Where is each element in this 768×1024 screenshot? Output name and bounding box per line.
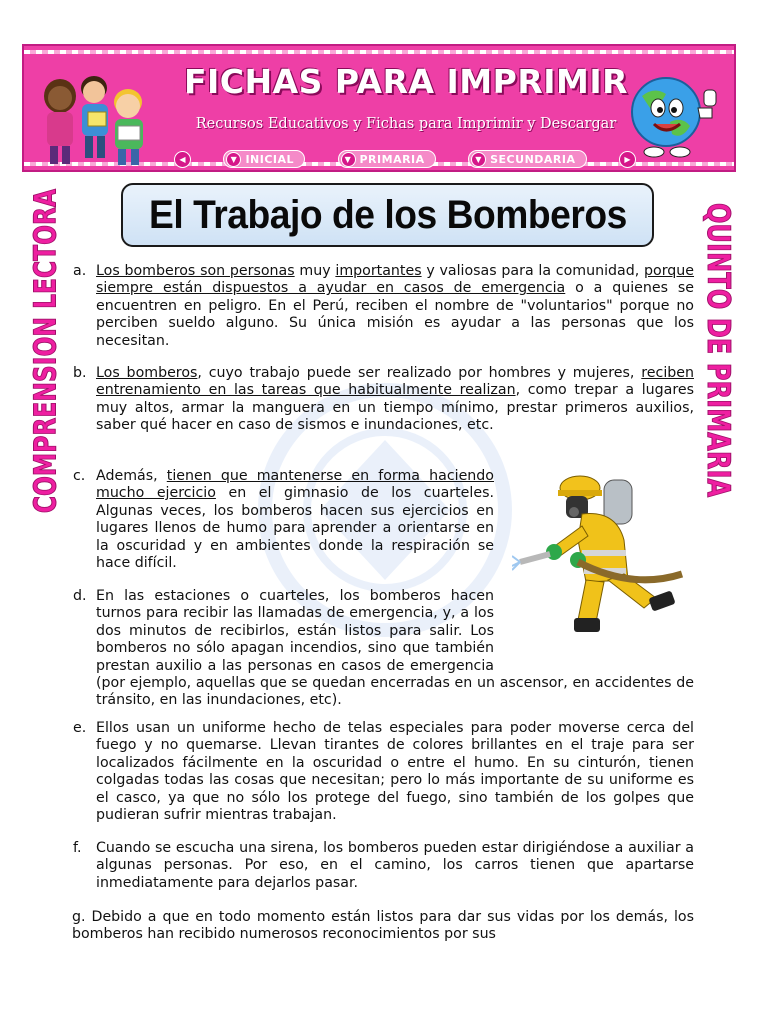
paragraph-d-label: d. xyxy=(73,588,87,604)
level-nav xyxy=(174,150,636,168)
children-reading-illustration xyxy=(30,66,158,170)
underlined-phrase: Los bomberos xyxy=(96,365,198,381)
text-run: Además, xyxy=(96,468,167,484)
paragraph-e-text: Ellos usan un uniforme hecho de telas especiales para poder moverse cerca del fuego y no quemarse. Llevan tirantes de colores brillantes en el traje para ser localizados fácilmente en la oscuridad o entre el humo. En su cinturón, tienen colgadas todas las cosas que necesitan; pero lo más importante de su uniforme es el casco, ya que no sólo los protege del fuego, sino también de los golpes que pudieran sufrir mientras trabajan. xyxy=(96,720,694,824)
nav-secundaria-label: SECUNDARIA xyxy=(490,152,576,166)
text-run: y valiosas para la comunidad, xyxy=(421,263,645,279)
chevron-down-icon: ▼ xyxy=(226,152,241,167)
text-run: o a quienes se encuentren en peligro. En el Perú, reciben el nombre de "voluntarios" porque no perciben sueldo alguno. Su única misión es ayudar a las personas que los necesitan. xyxy=(96,280,694,349)
paragraph-e xyxy=(73,720,694,824)
paragraph-f-label: f. xyxy=(73,840,82,856)
paragraph-c-label: c. xyxy=(73,468,86,484)
paragraph-f xyxy=(73,840,694,892)
paragraph-a-label: a. xyxy=(73,263,87,279)
nav-inicial-button[interactable] xyxy=(223,150,305,168)
banner-stripe-top xyxy=(24,50,734,54)
underlined-phrase: tienen que mantenerse en forma haciendo mucho ejercicio xyxy=(96,468,494,502)
nav-inicial-label: INICIAL xyxy=(245,152,295,166)
paragraph-e-label: e. xyxy=(73,720,87,736)
firefighter-illustration xyxy=(512,470,698,642)
nav-primaria-button[interactable] xyxy=(338,150,436,168)
paragraph-g-label: g. xyxy=(72,909,86,925)
underlined-phrase: porque siempre están dispuestos a ayudar en casos de emergencia xyxy=(96,263,695,297)
paragraph-b-label: b. xyxy=(73,365,87,381)
worksheet-title: El Trabajo de los Bomberos xyxy=(148,192,627,237)
paragraph-g-text: Debido a que en todo momento están listos para dar sus vidas por los demás, los bomberos han recibido numerosos reconocimientos por sus xyxy=(72,909,694,943)
chevron-down-icon: ▼ xyxy=(341,152,356,167)
nav-right-arrow-icon[interactable]: ▶ xyxy=(619,151,636,168)
nav-left-arrow-icon[interactable]: ◀ xyxy=(174,151,191,168)
paragraph-c xyxy=(73,468,494,572)
paragraph-d-text: En las estaciones o cuarteles, los bomberos hacen turnos para recibir las llamadas de emergencia, y, a los dos minutos de recibirlos, están listos para salir. Los bomberos no sólo apagan incendios, sino que también prestan auxilio a las personas en casos de emergencia (por ejemplo, aquellas que se quedan encerradas en un ascensor, en accidentes de tránsito, en las inundaciones, etc). xyxy=(96,588,694,709)
side-label-left xyxy=(20,190,72,512)
text-run: , como trepar a lugares muy altos, armar la manguera en un tiempo mínimo, prestar primeros auxilios, saber qué hacer en caso de sismos e inundaciones, etc. xyxy=(96,382,695,434)
text-run: en el gimnasio de los cuarteles. Algunas veces, los bomberos hacen sus ejercicios en lugares llenos de humo para aprender a orientarse en la oscuridad y en ambientes donde la respiración se hace difícil. xyxy=(96,485,494,572)
underlined-phrase: Los bomberos son personas xyxy=(96,263,295,279)
paragraph-g xyxy=(72,909,694,944)
grade-label: QUINTO DE PRIMARIA xyxy=(700,202,736,498)
site-title: FICHAS PARA IMPRIMIR xyxy=(183,62,629,101)
text-run: , cuyo trabajo puede ser realizado por hombres y mujeres, xyxy=(197,365,642,381)
globe-mascot-illustration xyxy=(620,68,728,164)
nav-secundaria-button[interactable] xyxy=(468,150,586,168)
underlined-phrase: importantes xyxy=(335,263,422,279)
worksheet-title-box xyxy=(121,183,654,247)
comprension-lectora-label: COMPRENSION LECTORA xyxy=(28,188,64,514)
chevron-down-icon: ▼ xyxy=(471,152,486,167)
site-subtitle: Recursos Educativos y Fichas para Imprimir y Descargar xyxy=(195,116,617,132)
paragraph-b xyxy=(73,365,695,435)
nav-primaria-label: PRIMARIA xyxy=(359,152,425,166)
underlined-phrase: reciben entrenamiento en las tareas que habitualmente realizan xyxy=(96,365,694,399)
paragraph-a xyxy=(73,263,695,350)
text-run: muy xyxy=(294,263,336,279)
header-banner xyxy=(22,44,736,172)
paragraph-f-text: Cuando se escucha una sirena, los bomberos pueden estar dirigiéndose a auxiliar a algunas personas. Por eso, en el camino, los carros tienen que apartarse inmediatamente para dejarlos pasar. xyxy=(96,840,694,891)
side-label-right xyxy=(692,182,744,518)
